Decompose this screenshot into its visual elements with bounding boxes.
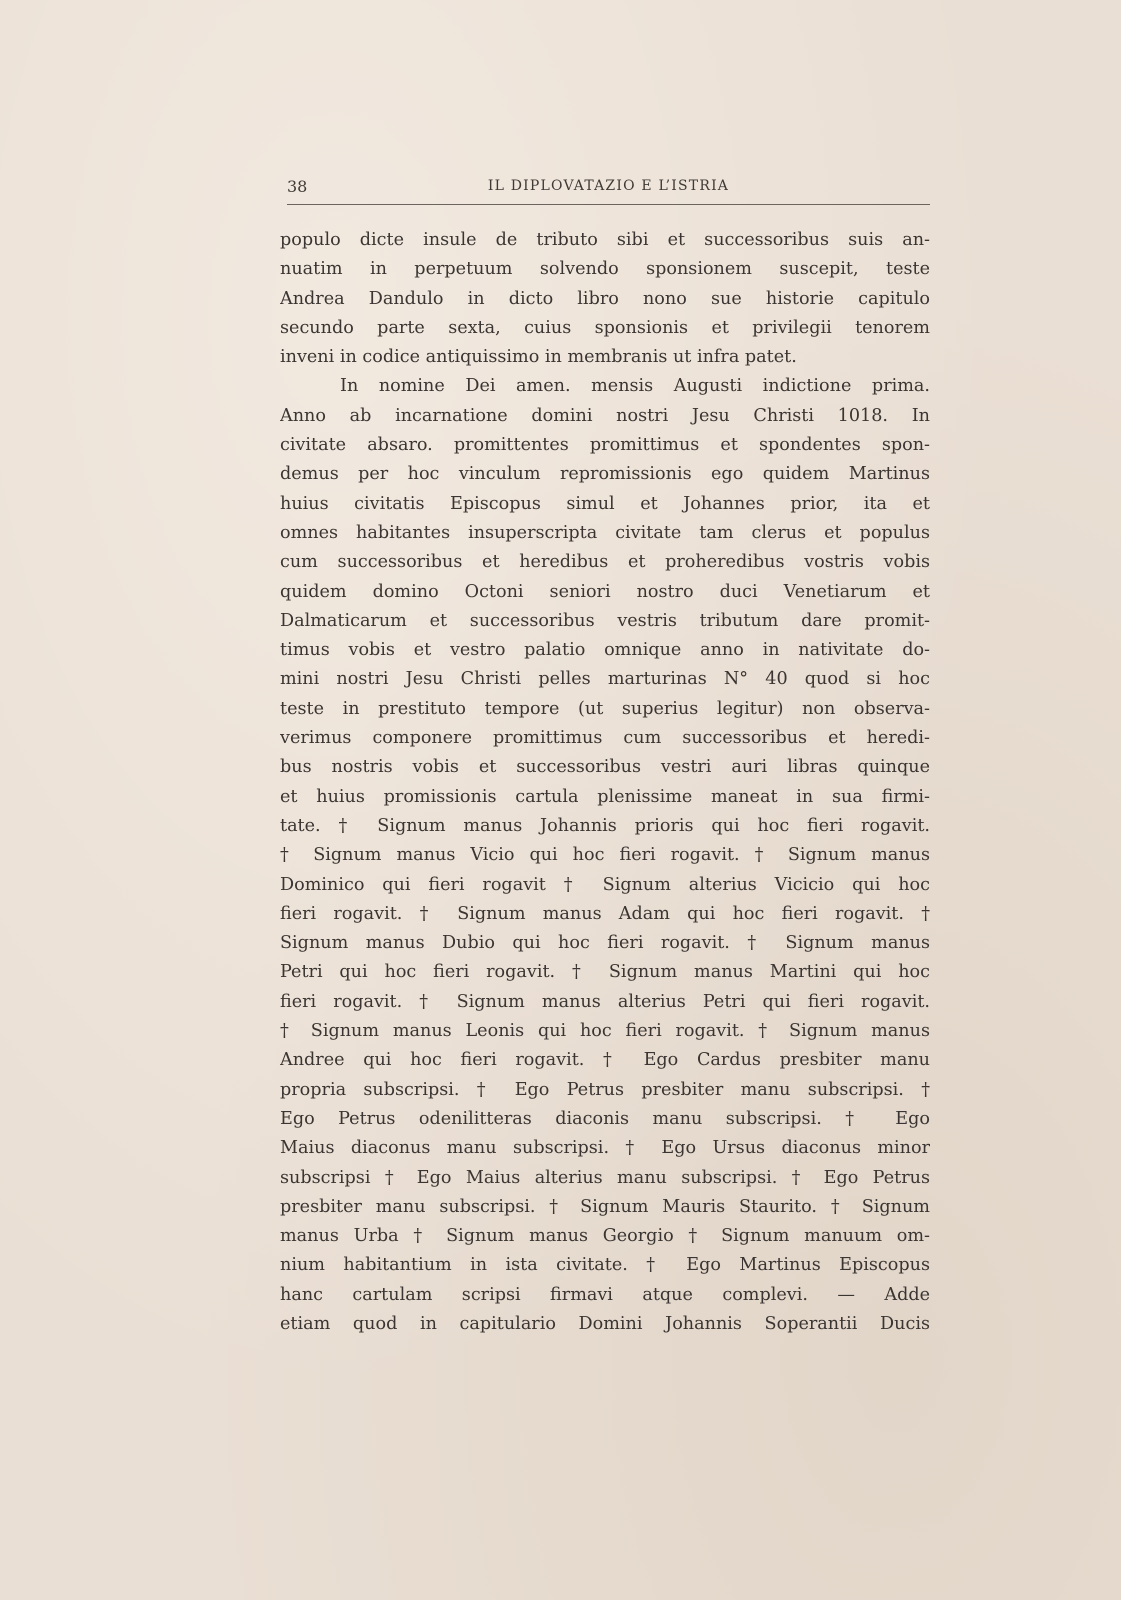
text-line: timus vobis et vestro palatio omnique anno in nativitate do- (280, 640, 930, 661)
text-line: civitate absaro. promittentes promittimus et spondentes spon- (280, 435, 930, 456)
text-line: presbiter manu subscripsi. † Signum Mauris Staurito. † Signum (280, 1196, 930, 1217)
text-line: Andrea Dandulo in dicto libro nono sue historie capitulo (280, 288, 930, 309)
text-line: teste in prestituto tempore (ut superius legitur) non observa- (280, 698, 930, 719)
text-line: † Signum manus Leonis qui hoc fieri rogavit. † Signum manus (280, 1021, 930, 1042)
text-line: hanc cartulam scripsi firmavi atque complevi. — Adde (280, 1284, 930, 1305)
text-line: manus Urba † Signum manus Georgio † Signum manuum om- (280, 1226, 930, 1247)
text-line: fieri rogavit. † Signum manus alterius Petri qui fieri rogavit. (280, 991, 930, 1012)
text-line: bus nostris vobis et successoribus vestri auri libras quinque (280, 757, 930, 778)
text-line: demus per hoc vinculum repromissionis ego quidem Martinus (280, 464, 930, 485)
text-line: omnes habitantes insuperscripta civitate tam clerus et populus (280, 522, 930, 543)
body-text (280, 226, 930, 1339)
text-line: et huius promissionis cartula plenissime maneat in sua firmi- (280, 786, 930, 807)
text-line: mini nostri Jesu Christi pelles marturinas N° 40 quod si hoc (280, 669, 930, 690)
page-number: 38 (287, 177, 308, 196)
running-title: IL DIPLOVATAZIO E L’ISTRIA (487, 178, 730, 194)
text-line: Ego Petrus odenilitteras diaconis manu subscripsi. † Ego (280, 1108, 930, 1129)
text-line: † Signum manus Vicio qui hoc fieri rogavit. † Signum manus (280, 845, 930, 866)
text-line: In nomine Dei amen. mensis Augusti indictione prima. (340, 376, 930, 397)
text-line: Signum manus Dubio qui hoc fieri rogavit. † Signum manus (280, 933, 930, 954)
text-line: populo dicte insule de tributo sibi et successoribus suis an- (280, 230, 930, 250)
text-line: Maius diaconus manu subscripsi. † Ego Ursus diaconus minor (280, 1138, 930, 1159)
text-line: Petri qui hoc fieri rogavit. † Signum manus Martini qui hoc (280, 962, 930, 983)
text-line: propria subscripsi. † Ego Petrus presbiter manu subscripsi. † (280, 1079, 930, 1100)
text-line: Dominico qui fieri rogavit † Signum alterius Vicicio qui hoc (280, 874, 930, 895)
text-line: huius civitatis Episcopus simul et Johannes prior, ita et (280, 493, 930, 514)
text-line: inveni in codice antiquissimo in membranis ut infra patet. (280, 347, 797, 368)
text-line: quidem domino Octoni seniori nostro duci Venetiarum et (280, 581, 930, 602)
page-header (287, 175, 930, 203)
text-line: cum successoribus et heredibus et proheredibus vostris vobis (280, 552, 930, 573)
text-line: etiam quod in capitulario Domini Johannis Soperantii Ducis (280, 1313, 930, 1334)
text-line: nium habitantium in ista civitate. † Ego Martinus Episcopus (280, 1255, 930, 1276)
text-line: secundo parte sexta, cuius sponsionis et privilegii tenorem (280, 317, 930, 338)
text-line: verimus componere promittimus cum successoribus et heredi- (280, 728, 930, 749)
text-line: tate. † Signum manus Johannis prioris qui hoc fieri rogavit. (280, 815, 930, 836)
header-rule (287, 204, 930, 205)
text-line: fieri rogavit. † Signum manus Adam qui hoc fieri rogavit. † (280, 903, 930, 924)
text-line: subscripsi † Ego Maius alterius manu subscripsi. † Ego Petrus (280, 1167, 930, 1188)
text-line: Dalmaticarum et successoribus vestris tributum dare promit- (280, 610, 930, 631)
text-line: Andree qui hoc fieri rogavit. † Ego Cardus presbiter manu (280, 1050, 930, 1071)
text-line: nuatim in perpetuum solvendo sponsionem suscepit, teste (280, 259, 930, 280)
text-line: Anno ab incarnatione domini nostri Jesu Christi 1018. In (280, 405, 930, 426)
